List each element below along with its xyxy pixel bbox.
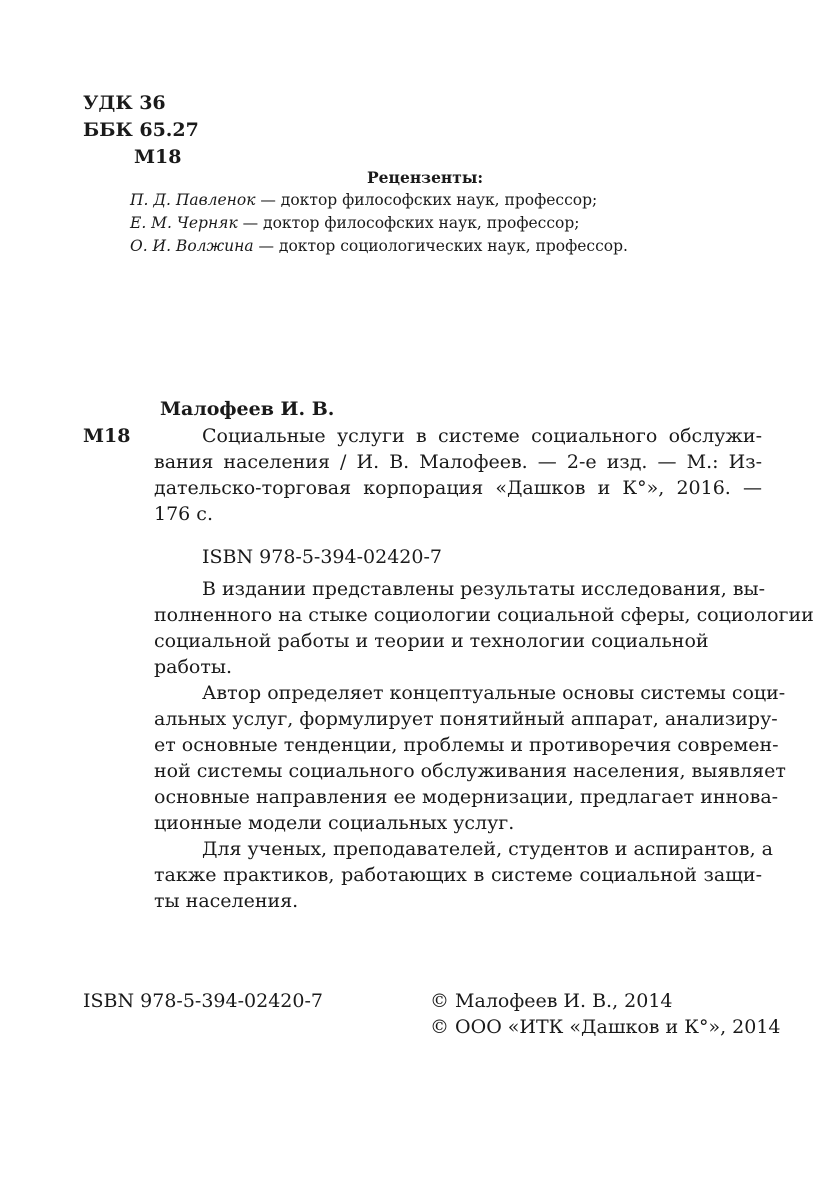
annotation-paragraph [154, 836, 773, 914]
author-mark: М18 [134, 146, 182, 168]
reviewer-name: О. И. Волжина [130, 237, 254, 255]
annotation [154, 576, 814, 914]
record-isbn: ISBN 978-5-394-02420-7 [202, 546, 442, 568]
annotation-line: ной системы социального обслуживания населения, выявляет [154, 760, 786, 782]
annotation-line: также практиков, работающих в системе социальной защи- [154, 864, 762, 886]
annotation-line: альных услуг, формулирует понятийный аппарат, анализиру- [154, 708, 778, 730]
reviewer-desc: — доктор философских наук, профессор; [255, 191, 598, 209]
reviewer-line [130, 189, 628, 212]
bib-line: дательско-торговая корпорация «Дашков и К°», 2016. — [154, 477, 762, 499]
annotation-line: ты населения. [154, 890, 299, 912]
annotation-line: основные направления ее модернизации, предлагает иннова- [154, 786, 779, 808]
record-author: Малофеев И. В. [160, 398, 335, 420]
reviewer-desc: — доктор философских наук, профессор; [237, 214, 580, 232]
reviewer-name: П. Д. Павленок [130, 191, 256, 209]
reviewer-desc: — доктор социологических наук, профессор. [253, 237, 628, 255]
annotation-line: В издании представлены результаты исследования, вы- [202, 578, 766, 600]
bib-line: Социальные услуги в системе социального обслужи- [202, 425, 762, 447]
bib-line: вания населения / И. В. Малофеев. — 2-е изд. — М.: Из- [154, 451, 762, 473]
annotation-paragraph [154, 680, 786, 836]
copyright-publisher: © ООО «ИТК «Дашков и К°», 2014 [430, 1016, 781, 1038]
annotation-line: социальной работы и теории и технологии социальной работы. [154, 630, 709, 678]
record-code: М18 [83, 425, 131, 447]
bibliographic-description [154, 423, 762, 527]
udk-code: УДК 36 [83, 92, 166, 114]
annotation-line: Автор определяет концептуальные основы системы соци- [202, 682, 786, 704]
annotation-paragraph [154, 576, 814, 680]
annotation-line: ет основные тенденции, проблемы и противоречия современ- [154, 734, 779, 756]
bib-line: 176 с. [154, 503, 213, 525]
reviewers-list [130, 189, 628, 258]
annotation-line: Для ученых, преподавателей, студентов и аспирантов, а [202, 838, 773, 860]
footer-isbn: ISBN 978-5-394-02420-7 [83, 990, 323, 1012]
copyright-author: © Малофеев И. В., 2014 [430, 990, 673, 1012]
bbk-code: ББК 65.27 [83, 119, 199, 141]
reviewer-line [130, 212, 628, 235]
reviewers-title: Рецензенты: [367, 168, 484, 187]
reviewer-name: Е. М. Черняк [130, 214, 238, 232]
reviewer-line [130, 235, 628, 258]
annotation-line: полненного на стыке социологии социальной сферы, социологии [154, 604, 814, 626]
annotation-line: ционные модели социальных услуг. [154, 812, 515, 834]
